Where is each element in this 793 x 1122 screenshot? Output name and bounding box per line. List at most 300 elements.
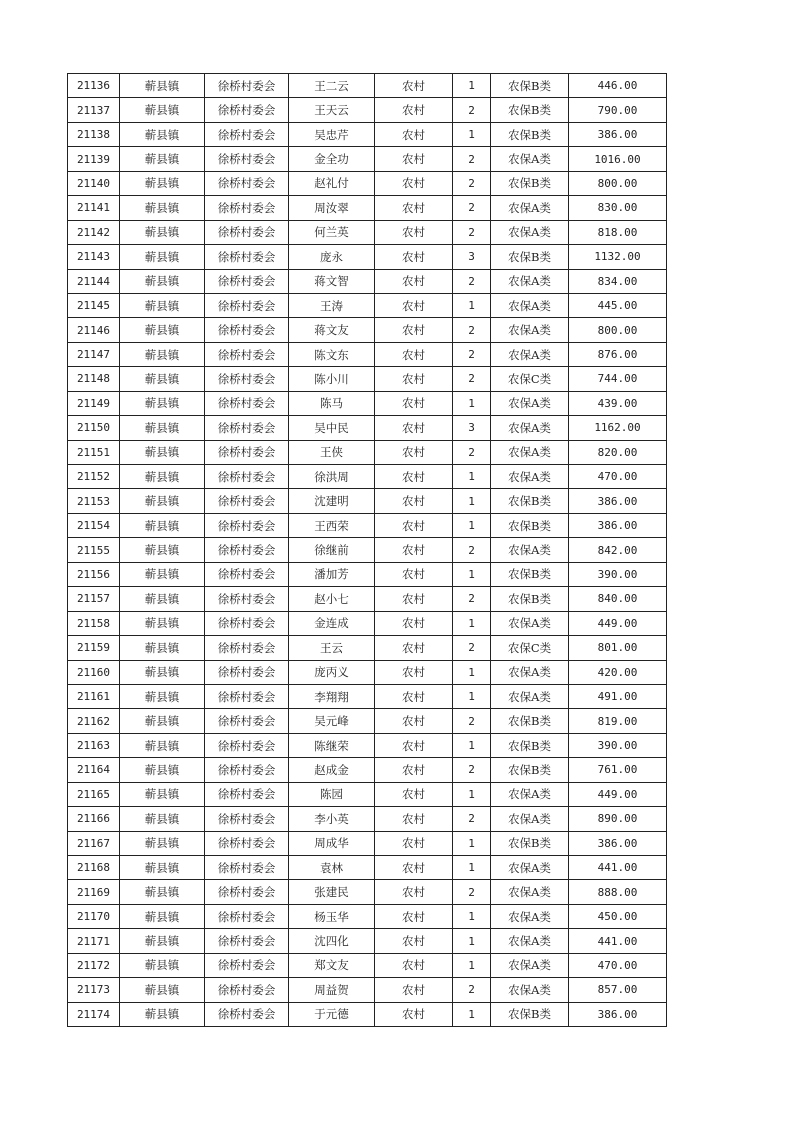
amount-cell: 386.00 — [569, 489, 667, 513]
name-cell: 金连成 — [289, 611, 375, 635]
amount-cell: 744.00 — [569, 367, 667, 391]
amount-cell: 842.00 — [569, 538, 667, 562]
town-cell: 蕲县镇 — [120, 587, 205, 611]
town-cell: 蕲县镇 — [120, 465, 205, 489]
id-cell: 21142 — [68, 220, 120, 244]
area-cell: 农村 — [375, 245, 453, 269]
count-cell: 2 — [453, 709, 491, 733]
id-cell: 21171 — [68, 929, 120, 953]
category-cell: 农保B类 — [491, 245, 569, 269]
table-row — [68, 904, 667, 928]
table-row — [68, 733, 667, 757]
village-cell: 徐桥村委会 — [205, 856, 289, 880]
table-row — [68, 929, 667, 953]
count-cell: 1 — [453, 293, 491, 317]
amount-cell: 834.00 — [569, 269, 667, 293]
village-cell: 徐桥村委会 — [205, 562, 289, 586]
count-cell: 2 — [453, 220, 491, 244]
name-cell: 赵小七 — [289, 587, 375, 611]
category-cell: 农保B类 — [491, 733, 569, 757]
area-cell: 农村 — [375, 538, 453, 562]
town-cell: 蕲县镇 — [120, 856, 205, 880]
amount-cell: 820.00 — [569, 440, 667, 464]
count-cell: 1 — [453, 122, 491, 146]
name-cell: 周益贺 — [289, 978, 375, 1002]
amount-cell: 800.00 — [569, 318, 667, 342]
area-cell: 农村 — [375, 220, 453, 244]
category-cell: 农保A类 — [491, 929, 569, 953]
name-cell: 沈建明 — [289, 489, 375, 513]
category-cell: 农保A类 — [491, 856, 569, 880]
table-row — [68, 489, 667, 513]
area-cell: 农村 — [375, 1002, 453, 1026]
category-cell: 农保B类 — [491, 98, 569, 122]
count-cell: 2 — [453, 342, 491, 366]
table-row — [68, 318, 667, 342]
name-cell: 赵成金 — [289, 758, 375, 782]
area-cell: 农村 — [375, 929, 453, 953]
name-cell: 陈文东 — [289, 342, 375, 366]
town-cell: 蕲县镇 — [120, 391, 205, 415]
area-cell: 农村 — [375, 513, 453, 537]
category-cell: 农保A类 — [491, 416, 569, 440]
amount-cell: 818.00 — [569, 220, 667, 244]
category-cell: 农保A类 — [491, 465, 569, 489]
amount-cell: 386.00 — [569, 1002, 667, 1026]
id-cell: 21149 — [68, 391, 120, 415]
count-cell: 2 — [453, 171, 491, 195]
count-cell: 1 — [453, 684, 491, 708]
area-cell: 农村 — [375, 171, 453, 195]
area-cell: 农村 — [375, 122, 453, 146]
count-cell: 3 — [453, 416, 491, 440]
town-cell: 蕲县镇 — [120, 684, 205, 708]
amount-cell: 890.00 — [569, 807, 667, 831]
table-row — [68, 440, 667, 464]
count-cell: 1 — [453, 74, 491, 98]
table-row — [68, 709, 667, 733]
count-cell: 3 — [453, 245, 491, 269]
village-cell: 徐桥村委会 — [205, 880, 289, 904]
count-cell: 2 — [453, 269, 491, 293]
amount-cell: 446.00 — [569, 74, 667, 98]
id-cell: 21165 — [68, 782, 120, 806]
area-cell: 农村 — [375, 416, 453, 440]
area-cell: 农村 — [375, 74, 453, 98]
count-cell: 2 — [453, 978, 491, 1002]
table-row — [68, 147, 667, 171]
table-row — [68, 122, 667, 146]
amount-cell: 470.00 — [569, 953, 667, 977]
amount-cell: 441.00 — [569, 856, 667, 880]
amount-cell: 441.00 — [569, 929, 667, 953]
category-cell: 农保B类 — [491, 709, 569, 733]
village-cell: 徐桥村委会 — [205, 245, 289, 269]
id-cell: 21170 — [68, 904, 120, 928]
category-cell: 农保A类 — [491, 269, 569, 293]
village-cell: 徐桥村委会 — [205, 171, 289, 195]
count-cell: 2 — [453, 367, 491, 391]
village-cell: 徐桥村委会 — [205, 440, 289, 464]
town-cell: 蕲县镇 — [120, 978, 205, 1002]
area-cell: 农村 — [375, 293, 453, 317]
town-cell: 蕲县镇 — [120, 196, 205, 220]
count-cell: 1 — [453, 856, 491, 880]
name-cell: 陈继荣 — [289, 733, 375, 757]
village-cell: 徐桥村委会 — [205, 733, 289, 757]
area-cell: 农村 — [375, 856, 453, 880]
town-cell: 蕲县镇 — [120, 245, 205, 269]
name-cell: 王涛 — [289, 293, 375, 317]
village-cell: 徐桥村委会 — [205, 465, 289, 489]
table-row — [68, 660, 667, 684]
name-cell: 王西荣 — [289, 513, 375, 537]
id-cell: 21151 — [68, 440, 120, 464]
town-cell: 蕲县镇 — [120, 660, 205, 684]
village-cell: 徐桥村委会 — [205, 660, 289, 684]
category-cell: 农保A类 — [491, 611, 569, 635]
category-cell: 农保A类 — [491, 807, 569, 831]
area-cell: 农村 — [375, 196, 453, 220]
village-cell: 徐桥村委会 — [205, 758, 289, 782]
village-cell: 徐桥村委会 — [205, 904, 289, 928]
table-row — [68, 245, 667, 269]
town-cell: 蕲县镇 — [120, 342, 205, 366]
table-row — [68, 538, 667, 562]
count-cell: 1 — [453, 782, 491, 806]
id-cell: 21137 — [68, 98, 120, 122]
area-cell: 农村 — [375, 758, 453, 782]
village-cell: 徐桥村委会 — [205, 1002, 289, 1026]
count-cell: 1 — [453, 465, 491, 489]
village-cell: 徐桥村委会 — [205, 587, 289, 611]
category-cell: 农保A类 — [491, 293, 569, 317]
count-cell: 2 — [453, 758, 491, 782]
category-cell: 农保A类 — [491, 147, 569, 171]
count-cell: 1 — [453, 929, 491, 953]
table-row — [68, 391, 667, 415]
name-cell: 王天云 — [289, 98, 375, 122]
count-cell: 1 — [453, 831, 491, 855]
category-cell: 农保B类 — [491, 171, 569, 195]
name-cell: 于元德 — [289, 1002, 375, 1026]
name-cell: 蒋文智 — [289, 269, 375, 293]
name-cell: 何兰英 — [289, 220, 375, 244]
id-cell: 21164 — [68, 758, 120, 782]
id-cell: 21145 — [68, 293, 120, 317]
category-cell: 农保A类 — [491, 538, 569, 562]
name-cell: 徐继前 — [289, 538, 375, 562]
id-cell: 21143 — [68, 245, 120, 269]
area-cell: 农村 — [375, 782, 453, 806]
area-cell: 农村 — [375, 391, 453, 415]
village-cell: 徐桥村委会 — [205, 196, 289, 220]
table-row — [68, 98, 667, 122]
name-cell: 袁林 — [289, 856, 375, 880]
town-cell: 蕲县镇 — [120, 513, 205, 537]
village-cell: 徐桥村委会 — [205, 807, 289, 831]
count-cell: 2 — [453, 147, 491, 171]
id-cell: 21172 — [68, 953, 120, 977]
area-cell: 农村 — [375, 562, 453, 586]
village-cell: 徐桥村委会 — [205, 147, 289, 171]
amount-cell: 439.00 — [569, 391, 667, 415]
village-cell: 徐桥村委会 — [205, 831, 289, 855]
count-cell: 1 — [453, 953, 491, 977]
name-cell: 吴元峰 — [289, 709, 375, 733]
village-cell: 徐桥村委会 — [205, 513, 289, 537]
subsidy-table — [67, 73, 667, 1027]
category-cell: 农保B类 — [491, 489, 569, 513]
town-cell: 蕲县镇 — [120, 758, 205, 782]
id-cell: 21168 — [68, 856, 120, 880]
name-cell: 张建民 — [289, 880, 375, 904]
table-row — [68, 880, 667, 904]
area-cell: 农村 — [375, 318, 453, 342]
village-cell: 徐桥村委会 — [205, 342, 289, 366]
count-cell: 2 — [453, 196, 491, 220]
name-cell: 吴忠芹 — [289, 122, 375, 146]
table-row — [68, 856, 667, 880]
village-cell: 徐桥村委会 — [205, 293, 289, 317]
id-cell: 21152 — [68, 465, 120, 489]
village-cell: 徐桥村委会 — [205, 416, 289, 440]
id-cell: 21153 — [68, 489, 120, 513]
count-cell: 2 — [453, 538, 491, 562]
id-cell: 21174 — [68, 1002, 120, 1026]
id-cell: 21157 — [68, 587, 120, 611]
id-cell: 21140 — [68, 171, 120, 195]
count-cell: 2 — [453, 318, 491, 342]
amount-cell: 449.00 — [569, 782, 667, 806]
table-row — [68, 269, 667, 293]
id-cell: 21163 — [68, 733, 120, 757]
amount-cell: 790.00 — [569, 98, 667, 122]
amount-cell: 857.00 — [569, 978, 667, 1002]
id-cell: 21148 — [68, 367, 120, 391]
town-cell: 蕲县镇 — [120, 98, 205, 122]
amount-cell: 450.00 — [569, 904, 667, 928]
table-row — [68, 953, 667, 977]
village-cell: 徐桥村委会 — [205, 318, 289, 342]
id-cell: 21173 — [68, 978, 120, 1002]
count-cell: 1 — [453, 611, 491, 635]
village-cell: 徐桥村委会 — [205, 611, 289, 635]
id-cell: 21147 — [68, 342, 120, 366]
town-cell: 蕲县镇 — [120, 709, 205, 733]
table-row — [68, 636, 667, 660]
area-cell: 农村 — [375, 342, 453, 366]
amount-cell: 386.00 — [569, 122, 667, 146]
village-cell: 徐桥村委会 — [205, 74, 289, 98]
category-cell: 农保B类 — [491, 1002, 569, 1026]
town-cell: 蕲县镇 — [120, 929, 205, 953]
table-row — [68, 758, 667, 782]
town-cell: 蕲县镇 — [120, 147, 205, 171]
category-cell: 农保A类 — [491, 318, 569, 342]
id-cell: 21162 — [68, 709, 120, 733]
village-cell: 徐桥村委会 — [205, 391, 289, 415]
category-cell: 农保C类 — [491, 636, 569, 660]
area-cell: 农村 — [375, 587, 453, 611]
category-cell: 农保A类 — [491, 196, 569, 220]
name-cell: 庞永 — [289, 245, 375, 269]
name-cell: 赵礼付 — [289, 171, 375, 195]
amount-cell: 761.00 — [569, 758, 667, 782]
id-cell: 21146 — [68, 318, 120, 342]
id-cell: 21159 — [68, 636, 120, 660]
village-cell: 徐桥村委会 — [205, 782, 289, 806]
id-cell: 21166 — [68, 807, 120, 831]
area-cell: 农村 — [375, 953, 453, 977]
count-cell: 1 — [453, 733, 491, 757]
town-cell: 蕲县镇 — [120, 953, 205, 977]
table-row — [68, 513, 667, 537]
area-cell: 农村 — [375, 98, 453, 122]
name-cell: 潘加芳 — [289, 562, 375, 586]
town-cell: 蕲县镇 — [120, 74, 205, 98]
name-cell: 杨玉华 — [289, 904, 375, 928]
count-cell: 2 — [453, 880, 491, 904]
area-cell: 农村 — [375, 880, 453, 904]
area-cell: 农村 — [375, 489, 453, 513]
amount-cell: 876.00 — [569, 342, 667, 366]
town-cell: 蕲县镇 — [120, 416, 205, 440]
table-row — [68, 831, 667, 855]
name-cell: 周汝翠 — [289, 196, 375, 220]
town-cell: 蕲县镇 — [120, 611, 205, 635]
table-row — [68, 562, 667, 586]
amount-cell: 390.00 — [569, 562, 667, 586]
village-cell: 徐桥村委会 — [205, 684, 289, 708]
id-cell: 21139 — [68, 147, 120, 171]
id-cell: 21156 — [68, 562, 120, 586]
category-cell: 农保A类 — [491, 953, 569, 977]
area-cell: 农村 — [375, 660, 453, 684]
amount-cell: 1162.00 — [569, 416, 667, 440]
name-cell: 徐洪周 — [289, 465, 375, 489]
count-cell: 2 — [453, 587, 491, 611]
count-cell: 1 — [453, 904, 491, 928]
name-cell: 郑文友 — [289, 953, 375, 977]
category-cell: 农保B类 — [491, 74, 569, 98]
name-cell: 陈园 — [289, 782, 375, 806]
village-cell: 徐桥村委会 — [205, 929, 289, 953]
category-cell: 农保A类 — [491, 904, 569, 928]
id-cell: 21144 — [68, 269, 120, 293]
table-row — [68, 587, 667, 611]
table-row — [68, 74, 667, 98]
name-cell: 王侠 — [289, 440, 375, 464]
category-cell: 农保B类 — [491, 122, 569, 146]
town-cell: 蕲县镇 — [120, 880, 205, 904]
count-cell: 1 — [453, 489, 491, 513]
town-cell: 蕲县镇 — [120, 318, 205, 342]
count-cell: 1 — [453, 660, 491, 684]
town-cell: 蕲县镇 — [120, 440, 205, 464]
table-row — [68, 1002, 667, 1026]
village-cell: 徐桥村委会 — [205, 269, 289, 293]
category-cell: 农保C类 — [491, 367, 569, 391]
category-cell: 农保B类 — [491, 831, 569, 855]
town-cell: 蕲县镇 — [120, 636, 205, 660]
village-cell: 徐桥村委会 — [205, 220, 289, 244]
id-cell: 21154 — [68, 513, 120, 537]
table-row — [68, 171, 667, 195]
name-cell: 金全功 — [289, 147, 375, 171]
category-cell: 农保A类 — [491, 880, 569, 904]
amount-cell: 819.00 — [569, 709, 667, 733]
table-row — [68, 465, 667, 489]
area-cell: 农村 — [375, 440, 453, 464]
id-cell: 21136 — [68, 74, 120, 98]
area-cell: 农村 — [375, 831, 453, 855]
area-cell: 农村 — [375, 636, 453, 660]
id-cell: 21169 — [68, 880, 120, 904]
name-cell: 李翔翔 — [289, 684, 375, 708]
name-cell: 王二云 — [289, 74, 375, 98]
count-cell: 2 — [453, 636, 491, 660]
village-cell: 徐桥村委会 — [205, 489, 289, 513]
town-cell: 蕲县镇 — [120, 293, 205, 317]
category-cell: 农保A类 — [491, 440, 569, 464]
amount-cell: 386.00 — [569, 513, 667, 537]
name-cell: 周成华 — [289, 831, 375, 855]
village-cell: 徐桥村委会 — [205, 98, 289, 122]
table-row — [68, 807, 667, 831]
village-cell: 徐桥村委会 — [205, 122, 289, 146]
category-cell: 农保A类 — [491, 391, 569, 415]
count-cell: 1 — [453, 562, 491, 586]
id-cell: 21161 — [68, 684, 120, 708]
village-cell: 徐桥村委会 — [205, 978, 289, 1002]
area-cell: 农村 — [375, 904, 453, 928]
amount-cell: 888.00 — [569, 880, 667, 904]
name-cell: 沈四化 — [289, 929, 375, 953]
name-cell: 庞丙义 — [289, 660, 375, 684]
amount-cell: 445.00 — [569, 293, 667, 317]
table-body — [68, 74, 667, 1027]
category-cell: 农保A类 — [491, 782, 569, 806]
table-row — [68, 416, 667, 440]
town-cell: 蕲县镇 — [120, 1002, 205, 1026]
id-cell: 21155 — [68, 538, 120, 562]
category-cell: 农保B类 — [491, 513, 569, 537]
town-cell: 蕲县镇 — [120, 269, 205, 293]
category-cell: 农保B类 — [491, 562, 569, 586]
area-cell: 农村 — [375, 978, 453, 1002]
id-cell: 21150 — [68, 416, 120, 440]
area-cell: 农村 — [375, 733, 453, 757]
name-cell: 蒋文友 — [289, 318, 375, 342]
category-cell: 农保B类 — [491, 758, 569, 782]
village-cell: 徐桥村委会 — [205, 636, 289, 660]
amount-cell: 491.00 — [569, 684, 667, 708]
amount-cell: 470.00 — [569, 465, 667, 489]
area-cell: 农村 — [375, 807, 453, 831]
category-cell: 农保A类 — [491, 978, 569, 1002]
table-row — [68, 196, 667, 220]
village-cell: 徐桥村委会 — [205, 953, 289, 977]
count-cell: 1 — [453, 391, 491, 415]
table-row — [68, 220, 667, 244]
table-row — [68, 782, 667, 806]
amount-cell: 840.00 — [569, 587, 667, 611]
count-cell: 2 — [453, 807, 491, 831]
name-cell: 王云 — [289, 636, 375, 660]
village-cell: 徐桥村委会 — [205, 367, 289, 391]
category-cell: 农保A类 — [491, 342, 569, 366]
